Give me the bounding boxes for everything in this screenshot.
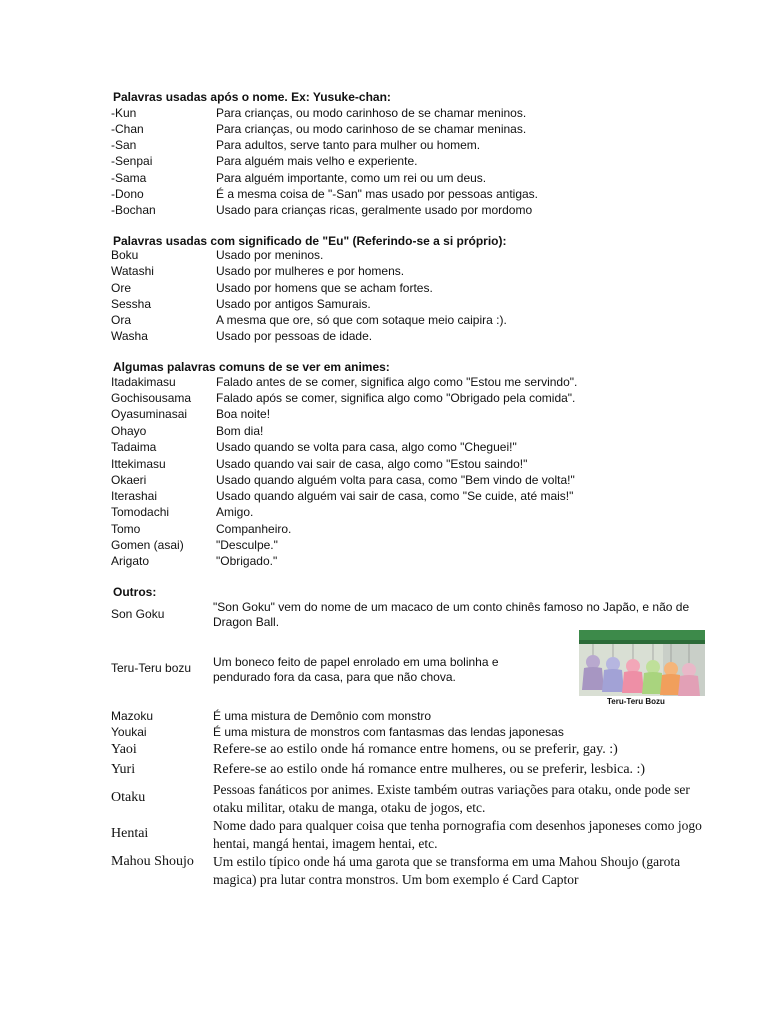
definition: Amigo. (216, 505, 254, 519)
term: -San (111, 138, 137, 152)
list-item (111, 708, 721, 724)
list-item (111, 406, 721, 422)
term: -Sama (111, 171, 147, 185)
section-heading-common-words: Algumas palavras comuns de se ver em animes: (113, 360, 390, 374)
term: Boku (111, 248, 139, 262)
list-item (111, 137, 721, 153)
definition: É a mesma coisa de "-San" mas usado por pessoas antigas. (216, 187, 539, 201)
definition: Usado quando alguém volta para casa, como "Bem vindo de volta!" (216, 473, 575, 487)
term: Gomen (asai) (111, 538, 184, 552)
definition: Falado antes de se comer, significa algo como "Estou me servindo". (216, 375, 578, 389)
term: Ittekimasu (111, 457, 166, 471)
term-teru-teru-bozu: Teru-Teru bozu (111, 661, 192, 675)
term: Youkai (111, 725, 147, 739)
definition-otaku: Pessoas fanáticos por animes. Existe também outras variações para otaku, onde pode ser otaku militar, otaku de manga, otaku de jogos, etc. (213, 782, 690, 815)
image-caption: Teru-Teru Bozu (607, 697, 665, 706)
list-item (111, 521, 721, 537)
teru-teru-bozu-picture (579, 630, 705, 696)
term-otaku: Otaku (111, 790, 146, 805)
term: Tomodachi (111, 505, 170, 519)
term-son-goku: Son Goku (111, 607, 165, 621)
definition: Para adultos, serve tanto para mulher ou homem. (216, 138, 481, 152)
list-item (111, 121, 721, 137)
definition: Falado após se comer, significa algo como "Obrigado pela comida". (216, 391, 576, 405)
definition: A mesma que ore, só que com sotaque meio caipira :). (216, 313, 507, 327)
term: -Chan (111, 122, 144, 136)
list-item (111, 456, 721, 472)
definition-son-goku: "Son Goku" vem do nome de um macaco de um conto chinês famoso no Japão, e não de Dragon Ball. (213, 600, 690, 629)
list-item (111, 186, 721, 202)
term: Tadaima (111, 440, 157, 454)
term: Oyasuminasai (111, 407, 188, 421)
list-item (111, 312, 721, 328)
term: Okaeri (111, 473, 147, 487)
list-item (111, 153, 721, 169)
definition: Usado quando se volta para casa, algo como "Cheguei!" (216, 440, 517, 454)
list-item (111, 296, 721, 312)
definition-mahou-shoujo: Um estilo típico onde há uma garota que se transforma em uma Mahou Shoujo (garota magica) pra lutar contra monstros. Um bom exemplo é Card Captor (213, 854, 681, 887)
term: -Senpai (111, 154, 153, 168)
list-item (111, 247, 721, 263)
definition-hentai: Nome dado para qualquer coisa que tenha pornografia com desenhos japoneses como jogo hentai, mangá hentai, imagem hentai, etc. (213, 818, 702, 851)
list-item (111, 105, 721, 121)
definition: Usado para crianças ricas, geralmente usado por mordomo (216, 203, 533, 217)
term: Watashi (111, 264, 154, 278)
list-item (111, 328, 721, 344)
term: Mazoku (111, 709, 154, 723)
definition: Refere-se ao estilo onde há romance entre mulheres, ou se preferir, lesbica. :) (213, 762, 646, 777)
term: Yuri (111, 762, 136, 777)
definition: "Obrigado." (216, 554, 278, 568)
section-heading-suffixes: Palavras usadas após o nome. Ex: Yusuke-chan: (113, 90, 391, 104)
term: Sessha (111, 297, 152, 311)
list-item (111, 741, 721, 759)
list-item (111, 280, 721, 296)
definition: Para alguém importante, como um rei ou um deus. (216, 171, 487, 185)
list-item (111, 202, 721, 218)
definition: Usado por antigos Samurais. (216, 297, 371, 311)
list-item (111, 504, 721, 520)
term-mahou-shoujo: Mahou Shoujo (111, 854, 194, 869)
list-item (111, 439, 721, 455)
definition: Usado por meninos. (216, 248, 324, 262)
definition: Refere-se ao estilo onde há romance entre homens, ou se preferir, gay. :) (213, 742, 618, 757)
list-item (111, 423, 721, 439)
term: -Kun (111, 106, 137, 120)
term: Ore (111, 281, 132, 295)
definition: Bom dia! (216, 424, 264, 438)
term-hentai: Hentai (111, 826, 149, 841)
section-heading-others: Outros: (113, 585, 157, 599)
list-item (111, 553, 721, 569)
list-item (111, 170, 721, 186)
definition: Boa noite! (216, 407, 271, 421)
definition: Para crianças, ou modo carinhoso de se chamar meninos. (216, 106, 527, 120)
definition: "Desculpe." (216, 538, 278, 552)
definition: Usado por homens que se acham fortes. (216, 281, 433, 295)
term: Tomo (111, 522, 141, 536)
term: Washa (111, 329, 148, 343)
list-item (111, 537, 721, 553)
list-item (111, 263, 721, 279)
definition: É uma mistura de Demônio com monstro (213, 709, 432, 723)
teru-teru-bozu-illustration (579, 630, 705, 696)
list-item (111, 374, 721, 390)
term: Arigato (111, 554, 150, 568)
section-heading-pronouns: Palavras usadas com significado de "Eu" (Referindo-se a si próprio): (113, 234, 507, 248)
definition: Companheiro. (216, 522, 292, 536)
definition: Usado quando vai sair de casa, algo como "Estou saindo!" (216, 457, 528, 471)
definition: É uma mistura de monstros com fantasmas das lendas japonesas (213, 725, 564, 739)
definition-teru-teru-bozu: Um boneco feito de papel enrolado em uma bolinha e pendurado fora da casa, para que não chova. (213, 655, 499, 684)
list-item (111, 390, 721, 406)
definition: Para alguém mais velho e experiente. (216, 154, 418, 168)
definition: Para crianças, ou modo carinhoso de se chamar meninas. (216, 122, 527, 136)
term: -Dono (111, 187, 144, 201)
definition: Usado por mulheres e por homens. (216, 264, 405, 278)
list-item (111, 488, 721, 504)
definition: Usado quando alguém vai sair de casa, como "Se cuide, até mais!" (216, 489, 574, 503)
term: Ohayo (111, 424, 147, 438)
list-item (111, 761, 721, 779)
definition: Usado por pessoas de idade. (216, 329, 373, 343)
term: Iterashai (111, 489, 158, 503)
term: Yaoi (111, 742, 137, 757)
list-item (111, 472, 721, 488)
term: Ora (111, 313, 132, 327)
term: Itadakimasu (111, 375, 176, 389)
term: Gochisousama (111, 391, 192, 405)
list-item (111, 724, 721, 740)
term: -Bochan (111, 203, 156, 217)
